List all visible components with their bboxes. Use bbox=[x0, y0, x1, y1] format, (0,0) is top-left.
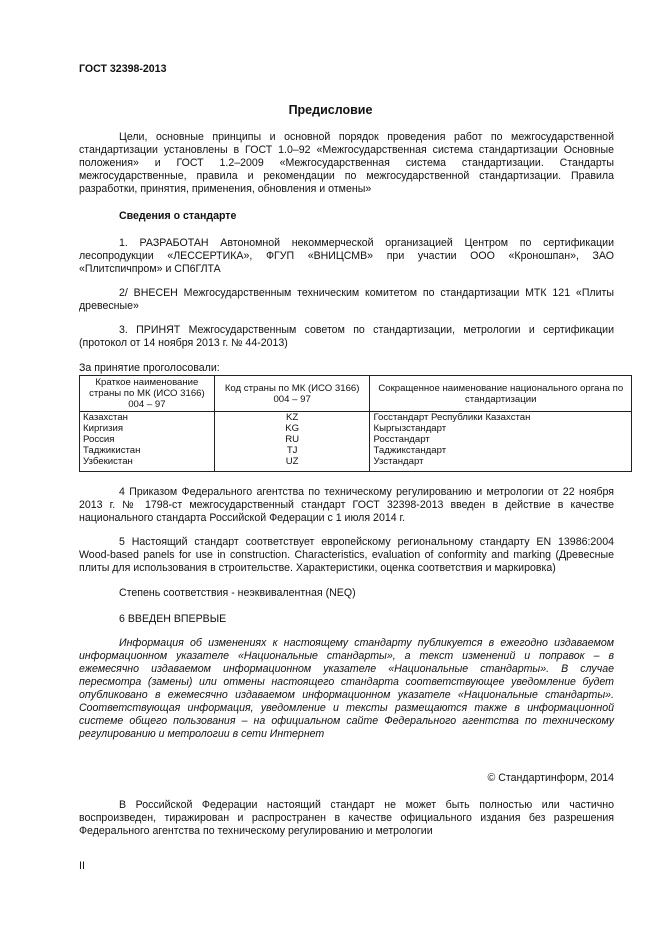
page-number: II bbox=[79, 860, 85, 872]
body-cell: Росстандарт bbox=[370, 434, 632, 445]
body-cell: Узстандарт bbox=[370, 456, 632, 472]
table-row bbox=[80, 445, 632, 456]
column-header-code: Код страны по МК (ИСО 3166) 004 – 97 bbox=[214, 376, 370, 412]
country-cell: Киргизия bbox=[80, 423, 215, 434]
page-title: Предисловие bbox=[288, 103, 373, 117]
country-cell: Россия bbox=[80, 434, 215, 445]
country-cell: Таджикистан bbox=[80, 445, 215, 456]
adopted-paragraph: 3. ПРИНЯТ Межгосударственным советом по стандартизации, метрологии и сертификации (протокол от 14 ноября 2013 г. № 44-2013) bbox=[79, 324, 614, 349]
copyright: © Стандартинформ, 2014 bbox=[487, 772, 614, 784]
info-notice-paragraph: Информация об изменениях к настоящему стандарту публикуется в ежегодно издаваемом информационном указателе «Национальные стандарты», а текст изменений и поправок – в ежемесячно издаваемом информационном указателе «Национальные стандарты». В случае пересмотра (замены) или отмены настоящего стандарта соответствующее уведомление будет опубликовано в ежемесячно издаваемом информационном указателе «Национальные стандарты». Соответствующая информация, уведомление и тексты размещаются также в информационной системе общего пользования – на официальном сайте Федерального агентства по техническому регулированию и метрологии в сети Интернет bbox=[79, 637, 614, 740]
code-cell: UZ bbox=[214, 456, 370, 472]
code-cell: KZ bbox=[214, 412, 370, 424]
first-time-paragraph: 6 ВВЕДЕН ВПЕРВЫЕ bbox=[119, 613, 227, 625]
table-row bbox=[80, 456, 632, 472]
order-paragraph: 4 Приказом Федерального агентства по техническому регулированию и метрологии от 22 ноября 2013 г. № 1798-ст межгосударственный стандарт ГОСТ 32398-2013 введен в действие в качестве национального стандарта Российской Федерации с 1 июля 2014 г. bbox=[79, 486, 614, 524]
body-cell: Кыргызстандарт bbox=[370, 423, 632, 434]
voted-label: За принятие проголосовали: bbox=[79, 362, 220, 374]
country-cell: Узбекистан bbox=[80, 456, 215, 472]
table-header-row bbox=[80, 376, 632, 412]
reproduction-paragraph: В Российской Федерации настоящий стандарт не может быть полностью или частично воспроизведен, тиражирован и распространен в качестве официального издания без разрешения Федерального агентства по техническому регулированию и метрологии bbox=[79, 799, 614, 837]
code-cell: RU bbox=[214, 434, 370, 445]
table-row bbox=[80, 412, 632, 424]
table-row bbox=[80, 423, 632, 434]
column-header-body: Сокращенное наименование национального органа по стандартизации bbox=[370, 376, 632, 412]
document-code: ГОСТ 32398-2013 bbox=[79, 63, 167, 75]
body-cell: Госстандарт Республики Казахстан bbox=[370, 412, 632, 424]
code-cell: KG bbox=[214, 423, 370, 434]
intro-paragraph: Цели, основные принципы и основной порядок проведения работ по межгосударственной стандартизации установлены в ГОСТ 1.0–92 «Межгосударственная система стандартизации Основные положения» и ГОСТ 1.2–2009 «Межгосударственная система стандартизации. Стандарты межгосударственные, правила и рекомендации по межгосударственной стандартизации. Правила разработки, принятия, применения, обновления и отмены» bbox=[79, 131, 614, 195]
code-cell: TJ bbox=[214, 445, 370, 456]
info-heading: Сведения о стандарте bbox=[119, 210, 237, 222]
introduced-paragraph: 2/ ВНЕСЕН Межгосударственным техническим комитетом по стандартизации МТК 121 «Плиты древесные» bbox=[79, 287, 614, 312]
developed-paragraph: 1. РАЗРАБОТАН Автономной некоммерческой организацией Центром по сертификации лесопродукции «ЛЕССЕРТИКА», ФГУП «ВНИЦСМВ» при участии ООО «Кроношпан», ЗАО «Плитспичпром» и СП6ГЛТА bbox=[79, 237, 614, 275]
table-row bbox=[80, 434, 632, 445]
voting-states-table bbox=[79, 375, 632, 472]
degree-paragraph: Степень соответствия - неэквивалентная (NEQ) bbox=[119, 587, 356, 599]
correspondence-paragraph: 5 Настоящий стандарт соответствует европейскому региональному стандарту EN 13986:2004 Wood-based panels for use in construction. Characteristics, evaluation of conformity and marking (Древесные плиты для использования в строительстве. Характеристики, оценка соответствия и маркировка) bbox=[79, 536, 614, 574]
body-cell: Таджикстандарт bbox=[370, 445, 632, 456]
country-cell: Казахстан bbox=[80, 412, 215, 424]
column-header-country: Краткое наименование страны по МК (ИСО 3166) 004 – 97 bbox=[80, 376, 215, 412]
